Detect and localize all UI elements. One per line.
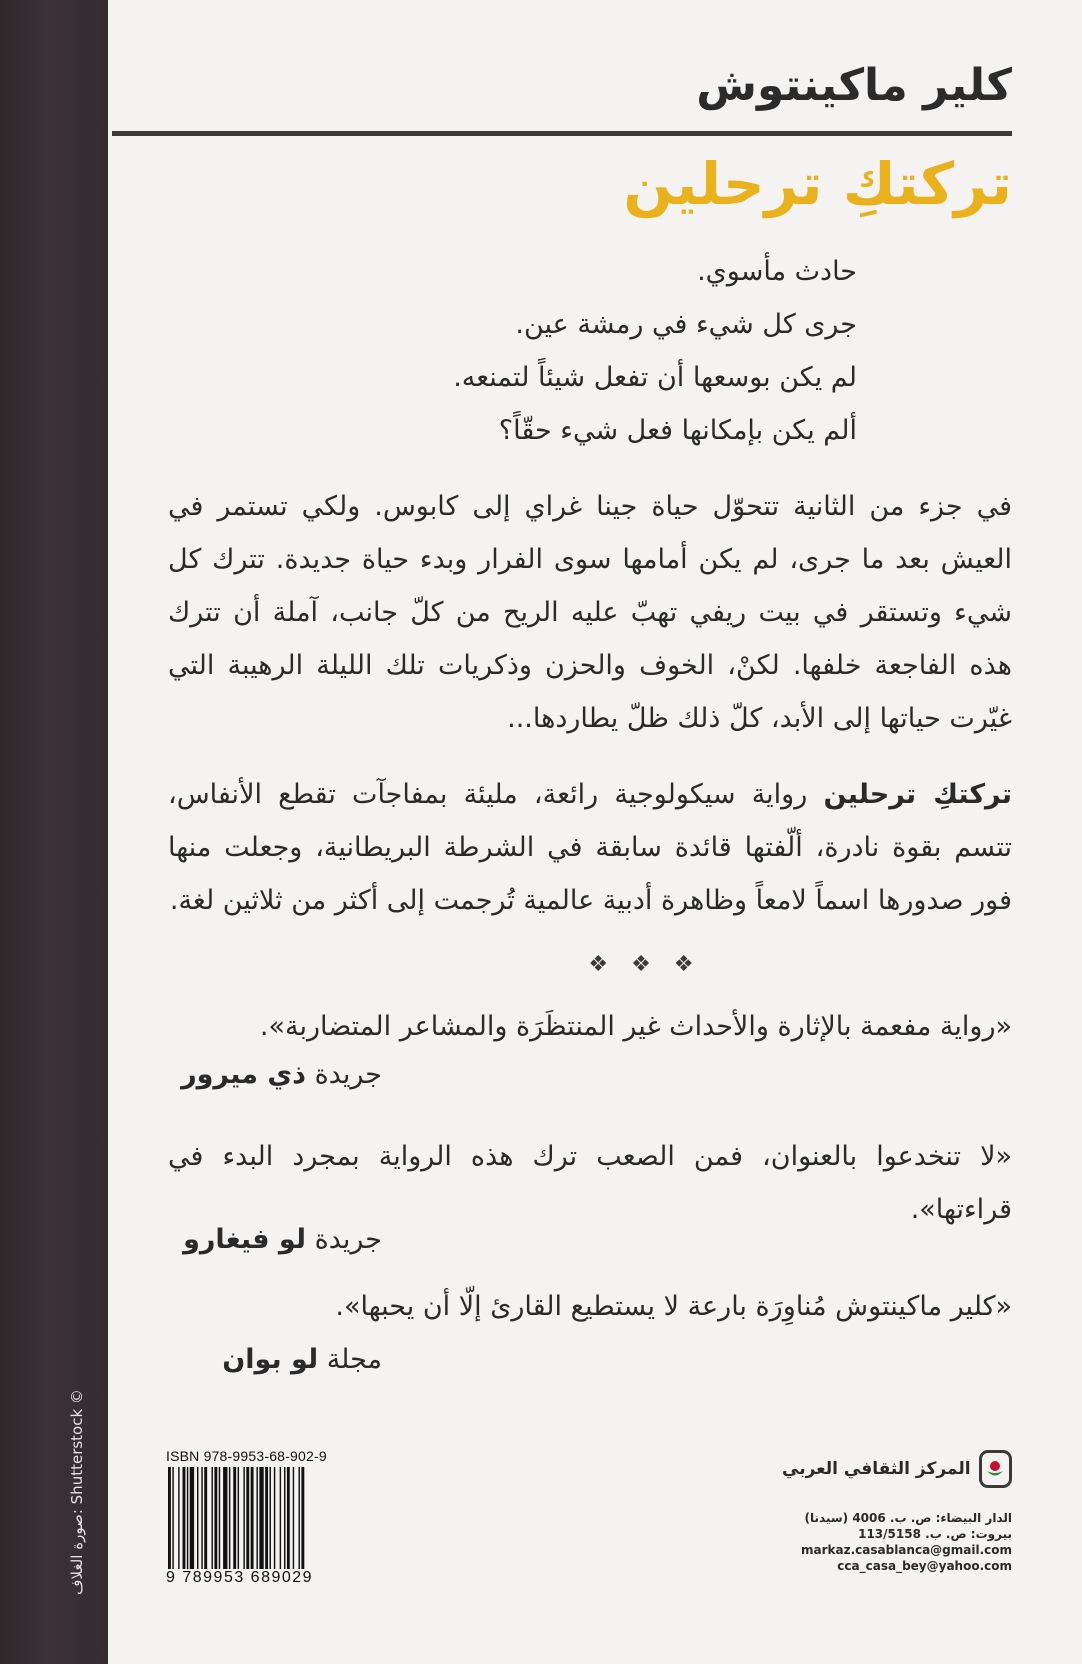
- barcode-bar: [190, 1467, 194, 1569]
- inline-title: تركتكِ ترحلين: [823, 779, 1012, 810]
- barcode-bar: [238, 1467, 239, 1569]
- barcode-bar: [274, 1467, 275, 1569]
- publisher-contact: [782, 1510, 1012, 1574]
- email-line: cca_casa_bey@yahoo.com: [837, 1559, 1012, 1573]
- source-name: لو بوان: [222, 1344, 319, 1375]
- back-cover: [108, 0, 1082, 1664]
- barcode-bar: [280, 1467, 281, 1569]
- barcode-bar: [187, 1467, 188, 1569]
- barcode-bar: [299, 1467, 300, 1569]
- barcode-bar: [251, 1467, 254, 1569]
- barcode-bar: [270, 1467, 271, 1569]
- header-divider: [112, 131, 1012, 136]
- poem-line: حادث مأسوي.: [697, 256, 857, 287]
- book-title: تركتكِ ترحلين: [623, 150, 1012, 218]
- barcode-bar: [229, 1467, 230, 1569]
- author-name: كلير ماكينتوش: [696, 60, 1012, 111]
- barcode-bar: [168, 1467, 171, 1569]
- barcode-bar: [183, 1467, 186, 1569]
- source-prefix: مجلة: [326, 1344, 382, 1375]
- publisher-header: [782, 1450, 1012, 1488]
- barcode-bar: [212, 1467, 213, 1569]
- review-quote: «لا تنخدعوا بالعنوان، فمن الصعب ترك هذه الرواية بمجرد البدء في قراءتها».: [168, 1141, 1012, 1225]
- barcode-bar: [172, 1467, 173, 1569]
- barcode-bar: [243, 1467, 244, 1569]
- barcode-bar: [197, 1467, 198, 1569]
- barcode-bar: [214, 1467, 217, 1569]
- barcode-icon: [166, 1467, 352, 1569]
- barcode-bar: [265, 1467, 268, 1569]
- barcode-bar: [284, 1467, 285, 1569]
- address-line: بيروت: ص. ب. 113/5158: [858, 1527, 1012, 1541]
- barcode-bar: [223, 1467, 227, 1569]
- poem-line: لم يكن بوسعها أن تفعل شيئاً لتمنعه.: [453, 362, 857, 393]
- book-spine: [0, 0, 108, 1664]
- description-paragraph: [168, 768, 1012, 927]
- source-prefix: جريدة: [314, 1059, 382, 1090]
- barcode-bar: [287, 1467, 290, 1569]
- review-source: [168, 1220, 382, 1260]
- barcode-bar: [219, 1467, 220, 1569]
- section-ornament: ❖ ❖ ❖: [588, 952, 702, 977]
- source-name: ذي ميرور: [181, 1059, 306, 1090]
- description-text: رواية سيكولوجية رائعة، مليئة بمفاجآت تقطع الأنفاس، تتسم بقوة نادرة، ألّفتها قائدة سابقة في الشرطة البريطانية، وجعلت منها فور صدورها اسماً لامعاً وظاهرة أدبية عالمية تُرجمت إلى أكثر من ثلاثين لغة.: [168, 779, 1012, 916]
- isbn-number: ISBN 978-9953-68-902-9: [166, 1448, 327, 1464]
- barcode-bar: [301, 1467, 304, 1569]
- review-source: [168, 1055, 382, 1095]
- publisher-block: [782, 1450, 1012, 1574]
- barcode-bar: [178, 1467, 179, 1569]
- isbn-barcode: [166, 1448, 354, 1594]
- ean-digits: 9 789953 689029: [166, 1569, 314, 1586]
- address-line: الدار البيضاء: ص. ب. 4006 (سيدنا): [804, 1511, 1012, 1525]
- review-quote: «رواية مفعمة بالإثارة والأحداث غير المنتظَرَة والمشاعر المتضاربة».: [259, 1011, 1012, 1042]
- barcode-bar: [246, 1467, 249, 1569]
- review-quote: «كلير ماكينتوش مُناوِرَة بارعة لا يستطيع القارئ إلّا أن يحبها».: [335, 1291, 1012, 1322]
- review-source: [168, 1340, 382, 1380]
- source-name: لو فيغارو: [183, 1224, 306, 1255]
- synopsis-paragraph: في جزء من الثانية تتحوّل حياة جينا غراي إلى كابوس. ولكي تستمر في العيش بعد ما جرى، لم يكن أمامها سوى الفرار وبدء حياة جديدة. تترك كل شيء وتستقر في بيت ريفي تهبّ عليه الريح من كلّ جانب، آملة أن تترك هذه الفاجعة خلفها. لكنْ، الخوف والحزن وذكريات تلك الليلة الرهيبة التي غيّرت حياتها إلى الأبد، كلّ ذلك ظلّ يطاردها...: [168, 491, 1012, 734]
- poem-line: ألم يكن بإمكانها فعل شيء حقّاً؟: [498, 415, 857, 446]
- cover-photo-credit: صورة الغلاف: Shutterstock ©: [68, 1389, 86, 1595]
- barcode-bar: [204, 1467, 207, 1569]
- publisher-logo-icon: [979, 1450, 1012, 1488]
- barcode-bar: [293, 1467, 294, 1569]
- barcode-bar: [259, 1467, 263, 1569]
- barcode-bar: [233, 1467, 236, 1569]
- source-prefix: جريدة: [314, 1224, 382, 1255]
- barcode-bar: [201, 1467, 202, 1569]
- publisher-name: المركز الثقافي العربي: [782, 1459, 971, 1479]
- email-line: markaz.casablanca@gmail.com: [801, 1543, 1012, 1557]
- poem-line: جرى كل شيء في رمشة عين.: [515, 309, 857, 340]
- teaser-poem: [257, 245, 857, 457]
- barcode-bar: [256, 1467, 257, 1569]
